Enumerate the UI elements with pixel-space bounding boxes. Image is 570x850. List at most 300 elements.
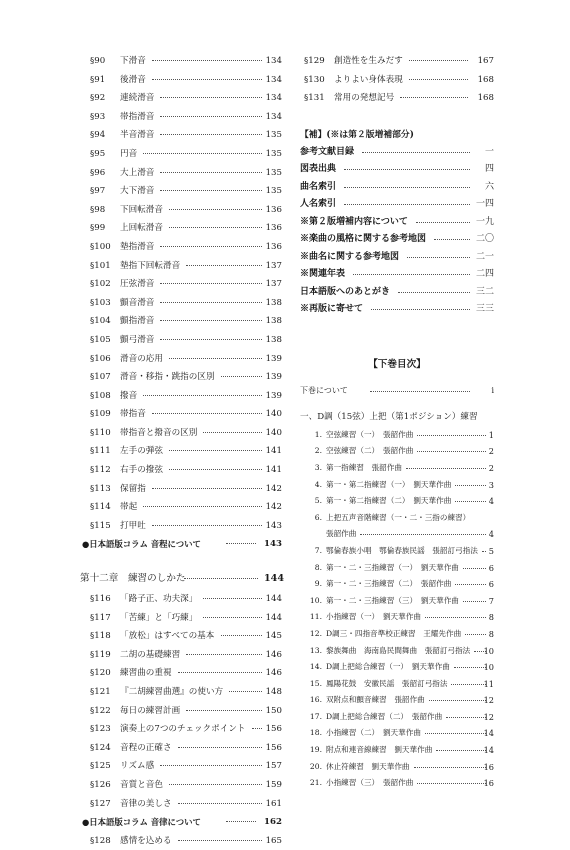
dot-leader <box>152 79 262 80</box>
dot-leader <box>203 432 261 433</box>
exercise-entry <box>300 759 494 776</box>
exercise-title: 鳳陽花鼓 安徽民謡 張韶訂弓指法 <box>326 678 448 688</box>
toc-entry <box>300 52 494 71</box>
section-number: §103 <box>90 297 111 308</box>
dot-leader <box>425 733 486 734</box>
exercise-title: 第一・二・三指練習（一） 劉天華作曲 <box>326 562 459 572</box>
exercise-number: 17. <box>309 711 322 721</box>
column-entry <box>82 813 282 832</box>
exercise-entry <box>300 692 494 709</box>
page-number: 2 <box>488 446 494 457</box>
left-column <box>80 52 284 850</box>
dot-leader <box>152 60 262 61</box>
section-number: §115 <box>90 520 111 531</box>
section-number: §104 <box>90 316 111 327</box>
page-number: 138 <box>265 297 282 308</box>
toc-entry <box>300 71 494 90</box>
exercise-title: D調上把総合練習（二） 張韶作曲 <box>326 711 443 721</box>
section-number: §98 <box>90 204 106 215</box>
dot-leader <box>184 578 258 579</box>
exercise-title: 鄂倫春族小唱 鄂倫春族民謡 張韶訂弓指法 <box>326 545 478 555</box>
entry-title: ※関連年表 <box>300 269 346 280</box>
page-number: 2 <box>488 462 494 473</box>
page-number: 141 <box>265 446 282 457</box>
entry-title: 常用の発想記号 <box>334 93 395 104</box>
exercise-entry <box>300 626 494 643</box>
toc-entry <box>86 683 282 702</box>
page-number: 148 <box>265 687 282 697</box>
dot-leader <box>178 747 262 748</box>
entry-title: 保留指 <box>120 483 146 494</box>
exercise-title: 小指練習（一） 劉天華作曲 <box>326 612 421 622</box>
page-number: 三二 <box>475 286 494 297</box>
right-column <box>300 52 494 792</box>
toc-entry <box>86 71 282 90</box>
page-number: 6 <box>488 579 494 590</box>
page-number: 一 <box>484 146 494 157</box>
exercise-number: 10. <box>309 595 322 605</box>
toc-entry <box>86 757 282 776</box>
section-number: §119 <box>90 649 111 660</box>
entry-title: 左手の弾弦 <box>120 446 163 457</box>
section-number: §93 <box>90 111 106 122</box>
toc-entry <box>86 627 282 646</box>
dot-leader <box>169 358 262 359</box>
exercise-number: 7. <box>314 545 322 555</box>
supplement-entry <box>300 161 494 179</box>
exercise-entry <box>300 493 494 510</box>
exercise-title: 第一・二・三指練習（三） 劉天華作曲 <box>326 595 459 605</box>
page-number: 144 <box>265 594 282 605</box>
dot-leader <box>169 209 262 210</box>
dot-leader <box>417 451 486 452</box>
exercise-entry <box>300 775 494 792</box>
page-number: 162 <box>264 817 282 828</box>
exercise-title: 張韶作曲 <box>326 529 357 539</box>
toc-entry <box>86 498 282 517</box>
entry-title: 墊指滑音 <box>120 241 155 252</box>
page-number: 156 <box>265 724 282 735</box>
page-number: 12 <box>483 711 494 722</box>
entry-title: 「苦練」と「巧練」 <box>120 612 198 623</box>
supplement-entry <box>300 231 494 249</box>
dot-leader <box>203 617 261 618</box>
page-number: 10 <box>483 645 494 656</box>
exercise-number: 3. <box>314 462 322 472</box>
supplement-entry <box>300 214 494 232</box>
entry-title: 顫指滑音 <box>120 316 155 327</box>
dot-leader <box>186 265 261 266</box>
section-number: §125 <box>90 761 111 772</box>
exercise-number: 15. <box>309 678 322 688</box>
exercise-number: 19. <box>309 745 322 755</box>
toc-entry <box>86 795 282 814</box>
exercise-entry <box>300 560 494 577</box>
exercise-title: 双附点和顫音練習 張韶作曲 <box>326 695 425 705</box>
exercise-number: 8. <box>314 562 322 572</box>
dot-leader <box>406 468 486 469</box>
section-number: §92 <box>90 93 106 104</box>
toc-entry <box>86 238 282 257</box>
dot-leader <box>455 584 486 585</box>
exercise-entry <box>300 709 494 726</box>
dot-leader <box>203 598 261 599</box>
section-number: §114 <box>90 502 111 513</box>
column-title: ●日本語版コラム 音程について <box>82 539 201 550</box>
toc-entry <box>86 424 282 443</box>
dot-leader <box>429 700 486 701</box>
section-number: §101 <box>90 260 111 271</box>
page-number: 137 <box>265 260 282 271</box>
toc-entry <box>86 182 282 201</box>
page-number: 136 <box>265 223 282 234</box>
dot-leader <box>226 821 256 822</box>
exercise-title: 上把五声音階練習（一・二・三指の練習） <box>326 512 471 522</box>
exercise-title: 第一指練習 張韶作曲 <box>326 462 402 472</box>
section-number: §111 <box>90 446 111 457</box>
exercise-number: 11. <box>309 612 322 622</box>
toc-entry <box>86 590 282 609</box>
page-number: 134 <box>265 56 282 66</box>
exercise-title: 附点和連音線練習 劉天華作曲 <box>326 745 433 755</box>
section-number: §126 <box>90 779 111 790</box>
exercise-entry <box>300 460 494 477</box>
dot-leader <box>425 617 486 618</box>
toc-entry <box>86 126 282 145</box>
section-number: §121 <box>90 687 111 697</box>
exercise-entry <box>300 593 494 610</box>
section-number: §120 <box>90 668 111 679</box>
exercise-number: 4. <box>314 479 322 489</box>
dot-leader <box>178 840 262 841</box>
page-number: 1 <box>488 429 494 440</box>
section-number: §124 <box>90 742 111 753</box>
dot-leader <box>221 635 262 636</box>
toc-entry <box>86 257 282 276</box>
dot-leader <box>398 292 470 293</box>
page-number: 138 <box>265 334 282 345</box>
page-number: 136 <box>265 204 282 215</box>
exercise-entry <box>300 742 494 759</box>
dot-leader <box>169 784 262 785</box>
page-number: 一四 <box>475 199 494 210</box>
dot-leader <box>409 79 468 80</box>
dot-leader <box>344 169 470 170</box>
toc-entry <box>86 387 282 406</box>
entry-title: 大上滑音 <box>120 167 155 178</box>
page-number: 139 <box>265 353 282 364</box>
page-number: 14 <box>483 745 494 756</box>
dot-leader <box>152 413 262 414</box>
entry-title: 「路子正、功夫深」 <box>120 594 198 605</box>
entry-title: 帯指音 <box>120 409 146 420</box>
toc-entry <box>86 720 282 739</box>
dot-leader <box>169 450 262 451</box>
exercise-number: 18. <box>309 728 322 738</box>
section-number: §112 <box>90 465 111 476</box>
entry-title: ※再版に寄せて <box>300 304 364 315</box>
entry-title: 連続滑音 <box>120 93 155 104</box>
page-number: 三三 <box>475 304 494 315</box>
dot-leader <box>400 97 467 98</box>
dot-leader <box>160 339 261 340</box>
page-number: 144 <box>263 573 284 585</box>
entry-title: 顫弓滑音 <box>120 334 155 345</box>
page-number: 4 <box>488 529 494 540</box>
toc-entry <box>86 517 282 536</box>
toc-entry <box>300 89 494 108</box>
page-number: 144 <box>265 612 282 623</box>
page-number: 134 <box>265 111 282 122</box>
dot-leader <box>451 684 486 685</box>
entry-title: 撥音 <box>120 390 138 401</box>
page-number: 136 <box>265 241 282 252</box>
page-number: 145 <box>265 631 282 642</box>
entry-title: 顫音滑音 <box>120 297 155 308</box>
supplement-entry <box>300 144 494 162</box>
dot-leader <box>152 525 262 526</box>
page-number: 135 <box>265 186 282 197</box>
exercise-entry <box>300 643 494 660</box>
page-number: 146 <box>265 649 282 660</box>
page-number: 150 <box>265 705 282 716</box>
section-number: §106 <box>90 353 111 364</box>
page-number: 14 <box>483 728 494 739</box>
entry-title: 日本語版へのあとがき <box>300 286 391 297</box>
exercise-number: 13. <box>309 645 322 655</box>
exercise-number: 20. <box>309 761 322 771</box>
section-number: §91 <box>90 74 106 85</box>
dot-leader <box>186 710 261 711</box>
page-number: 139 <box>265 372 282 383</box>
dot-leader <box>160 190 261 191</box>
dot-leader <box>465 634 486 635</box>
dot-leader <box>178 672 262 673</box>
page-number: 四 <box>484 164 494 175</box>
dot-leader <box>446 717 486 718</box>
entry-title: 「放松」はすべての基本 <box>120 631 215 642</box>
entry-title: 創造性を生みだす <box>334 56 403 66</box>
dot-leader <box>186 654 261 655</box>
supplement-entry <box>300 301 494 319</box>
dot-leader <box>160 283 261 284</box>
exercise-title: 第一・第二指練習（二） 劉天華作曲 <box>326 496 452 506</box>
entry-title: 二胡の基礎練習 <box>120 649 181 660</box>
entry-title: ※曲名に関する参考地図 <box>300 251 400 262</box>
section-number: §129 <box>304 56 325 66</box>
entry-title: 圧弦滑音 <box>120 279 155 290</box>
page-number: 135 <box>265 148 282 159</box>
toc-entry <box>86 201 282 220</box>
page-number: 167 <box>477 56 494 66</box>
page-number: 161 <box>265 798 282 809</box>
page-number: 134 <box>265 93 282 104</box>
exercise-number: 6. <box>314 512 322 522</box>
page-number: 137 <box>265 279 282 290</box>
supplement-heading: 【補】(※は第２版増補部分) <box>300 129 414 140</box>
dot-leader <box>463 568 486 569</box>
page-number: 140 <box>265 409 282 420</box>
section-number: §99 <box>90 223 106 234</box>
entry-title: 参考文献目録 <box>300 146 355 157</box>
supplement-entry <box>300 179 494 197</box>
toc-entry <box>86 52 282 71</box>
page-number: 168 <box>477 93 494 104</box>
page-number: 5 <box>488 545 494 556</box>
entry-title: 『二胡練習曲選』の使い方 <box>120 687 224 697</box>
exercise-title: 小指練習（二） 劉天華作曲 <box>326 728 421 738</box>
dot-leader <box>454 667 486 668</box>
section-number: §90 <box>90 56 106 66</box>
page-number: 6 <box>488 562 494 573</box>
page-number: 3 <box>488 479 494 490</box>
exercise-entry <box>300 659 494 676</box>
dot-leader <box>416 222 470 223</box>
toc-entry <box>86 664 282 683</box>
page-number: 4 <box>488 496 494 507</box>
page-number: i <box>491 385 494 395</box>
column-entry <box>82 535 282 554</box>
entry-title: 滑音・移指・跳指の区別 <box>120 372 215 383</box>
dot-leader <box>353 274 470 275</box>
dot-leader <box>344 187 470 188</box>
dot-leader <box>152 488 262 489</box>
section-number: §127 <box>90 798 111 809</box>
exercise-title: 休止符練習 劉天華作曲 <box>326 761 410 771</box>
toc-entry <box>86 108 282 127</box>
section-number: §95 <box>90 148 106 159</box>
entry-title: 大下滑音 <box>120 186 155 197</box>
section-number: §116 <box>90 594 111 605</box>
toc-entry <box>86 368 282 387</box>
dot-leader <box>463 601 486 602</box>
section-number: §97 <box>90 186 106 197</box>
entry-title: 下回転滑音 <box>120 204 163 215</box>
supplement-entry <box>300 196 494 214</box>
entry-title: 曲名索引 <box>300 181 337 192</box>
entry-title: 円音 <box>120 148 138 159</box>
entry-title: 帯指音と撥音の区別 <box>120 427 198 438</box>
toc-entry <box>86 646 282 665</box>
dot-leader <box>160 246 261 247</box>
exercise-number: 14. <box>309 662 322 672</box>
exercise-entry <box>300 543 494 560</box>
supplement-entry <box>300 266 494 284</box>
exercise-number: 16. <box>309 695 322 705</box>
dot-leader <box>360 534 486 535</box>
section-heading: 一、D調（15弦）上把（第1ポジション）練習 <box>300 411 478 422</box>
page-number: 140 <box>265 427 282 438</box>
exercise-entry <box>300 510 494 527</box>
toc-entry <box>86 739 282 758</box>
exercise-entry <box>300 526 494 543</box>
section-number: §122 <box>90 705 111 716</box>
page-number: 159 <box>265 779 282 790</box>
page-number: 165 <box>265 835 282 846</box>
dot-leader <box>178 803 262 804</box>
toc-entry <box>86 145 282 164</box>
toc-entry <box>86 405 282 424</box>
entry-title: ※楽曲の風格に関する参考地図 <box>300 234 427 245</box>
toc-entry <box>86 89 282 108</box>
dot-leader <box>417 435 486 436</box>
entry-title: 滑音の応用 <box>120 353 163 364</box>
section-number: §128 <box>90 835 111 846</box>
page-number: 8 <box>488 628 494 639</box>
section-number: §123 <box>90 724 111 735</box>
exercise-title: 空弦練習（一） 張韶作曲 <box>326 429 414 439</box>
section-number: §105 <box>90 334 111 345</box>
dot-leader <box>252 728 262 729</box>
dot-leader <box>455 501 486 502</box>
entry-title: 下巻について <box>300 385 348 395</box>
section-number: §107 <box>90 372 111 383</box>
entry-title: 帯指滑音 <box>120 111 155 122</box>
page-number: 7 <box>488 595 494 606</box>
lower-volume-heading: 【下巻目次】 <box>368 358 426 370</box>
page-number: 156 <box>265 742 282 753</box>
dot-leader <box>407 257 470 258</box>
page-number: 134 <box>265 74 282 85</box>
page-number: 135 <box>265 130 282 141</box>
toc-entry <box>86 275 282 294</box>
lower-volume-intro <box>300 383 494 399</box>
dot-leader <box>455 485 486 486</box>
dot-leader <box>143 153 261 154</box>
entry-title: 音程の正確さ <box>120 742 172 753</box>
page-number: 8 <box>488 612 494 623</box>
entry-title: 上回転滑音 <box>120 223 163 234</box>
dot-leader <box>160 97 261 98</box>
page-number: 135 <box>265 167 282 178</box>
entry-title: 感情を込める <box>120 835 172 846</box>
exercise-entry <box>300 725 494 742</box>
entry-title: 音律の美しさ <box>120 798 172 809</box>
exercise-number: 5. <box>314 496 322 506</box>
entry-title: 右手の撥弦 <box>120 465 163 476</box>
toc-entry <box>86 609 282 628</box>
dot-leader <box>160 134 261 135</box>
section-number: §117 <box>90 612 111 623</box>
page-number: 139 <box>265 390 282 401</box>
page-number: 二〇 <box>475 234 494 245</box>
toc-entry <box>86 776 282 795</box>
page-number: 二一 <box>475 251 494 262</box>
exercise-entry <box>300 576 494 593</box>
toc-entry <box>86 294 282 313</box>
exercise-entry <box>300 443 494 460</box>
exercise-title: 第一・第二指練習（一） 劉天華作曲 <box>326 479 452 489</box>
toc-entry <box>86 164 282 183</box>
entry-title: ※第２版増補内容について <box>300 216 408 227</box>
section-number: §94 <box>90 130 106 141</box>
section-number: §108 <box>90 390 111 401</box>
exercise-entry <box>300 609 494 626</box>
toc-entry <box>86 312 282 331</box>
dot-leader <box>169 227 262 228</box>
dot-leader <box>362 152 470 153</box>
entry-title: 毎日の練習計画 <box>120 705 181 716</box>
toc-entry <box>86 832 282 850</box>
dot-leader <box>226 543 256 544</box>
exercise-title: 第一・二・三指練習（二） 張韶作曲 <box>326 579 452 589</box>
section-number: §131 <box>304 93 325 104</box>
page-number: 142 <box>265 502 282 513</box>
page-number: 141 <box>265 465 282 476</box>
exercise-number: 12. <box>309 628 322 638</box>
entry-title: 下滑音 <box>120 56 146 66</box>
dot-leader <box>409 60 468 61</box>
